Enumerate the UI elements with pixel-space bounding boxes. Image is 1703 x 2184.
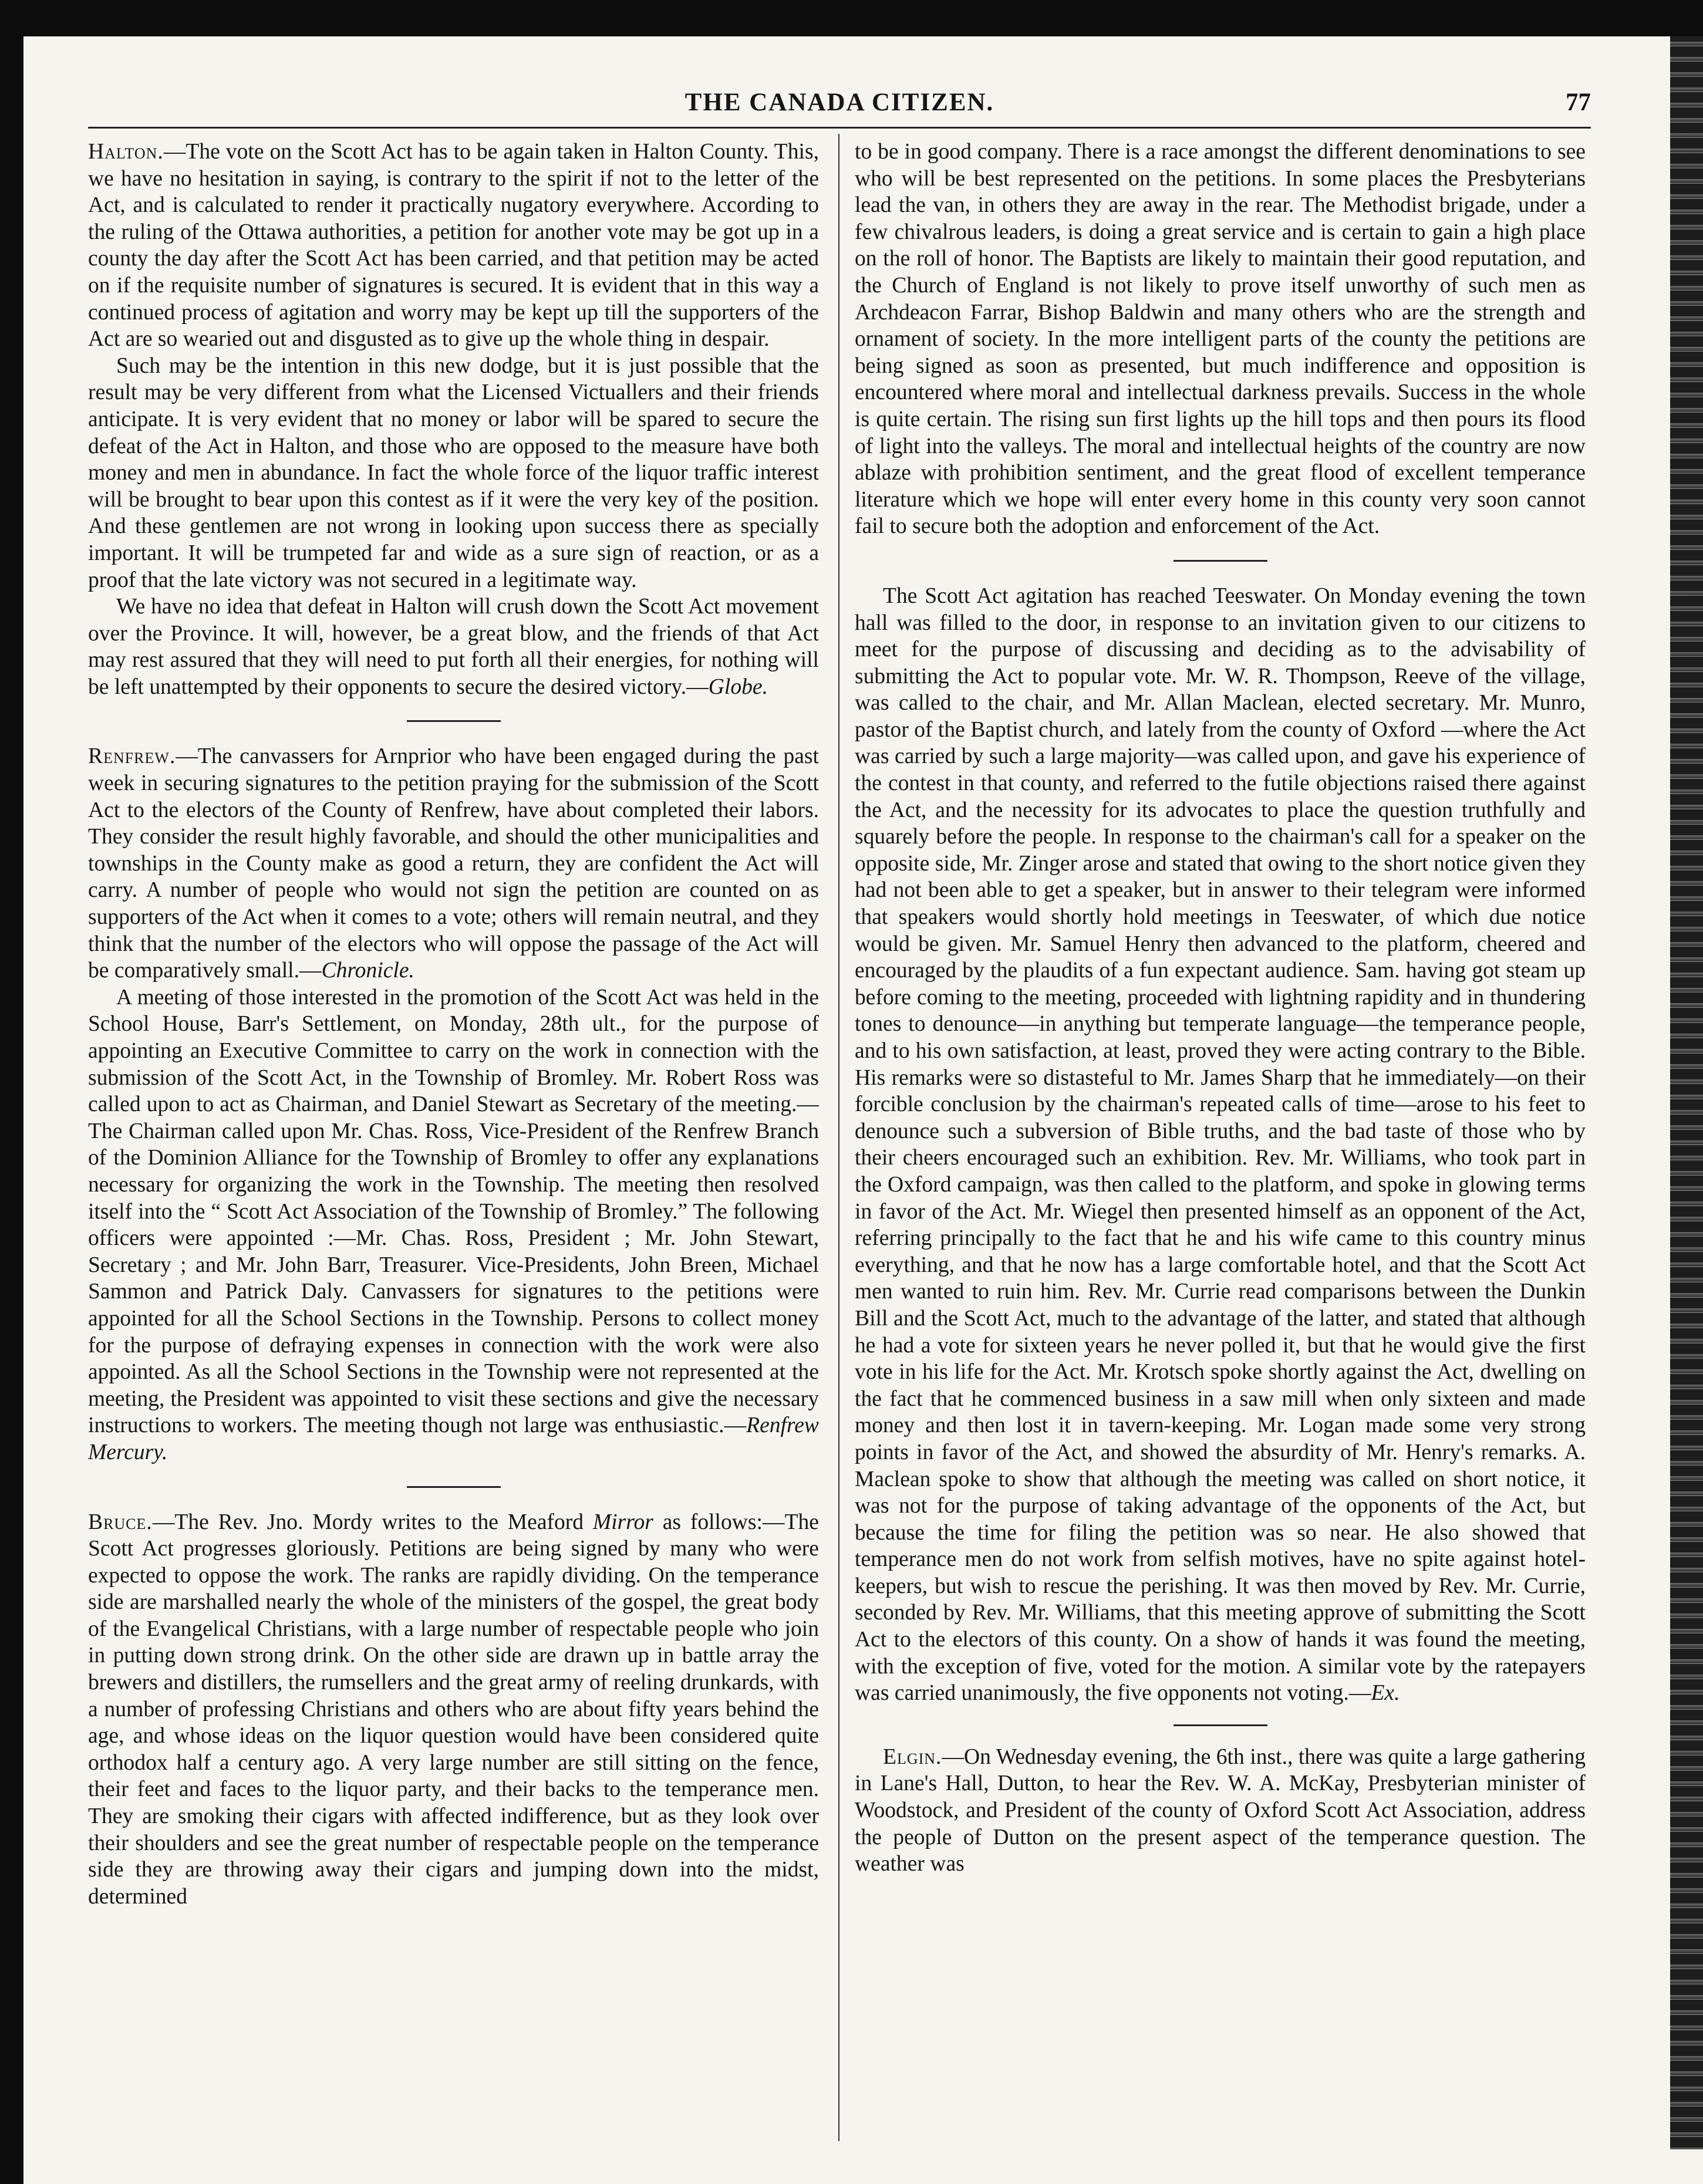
scan-left-border	[0, 0, 23, 2184]
column-divider	[838, 134, 839, 2141]
scan-right-edge	[1670, 36, 1703, 2149]
renfrew-paragraph-1	[88, 743, 819, 984]
section-separator	[1173, 560, 1267, 562]
halton-text-3: We have no idea that defeat in Halton will crush down the Scott Act movement over the Province. It will, however, be a great blow, and the friends of that Act may rest assured that they will need to put forth all their energies, for nothing will be left unattempted by their opponents to secure the desired victory.—	[88, 595, 819, 699]
page-number: 77	[1566, 89, 1591, 116]
bruce-mirror-title: Mirror	[592, 1510, 653, 1534]
section-separator	[407, 720, 501, 722]
halton-paragraph-2: Such may be the intention in this new dodge, but it is just possible that the result may be very different from what the Licensed Victuallers and their friends anticipate. It is very evident that no money or labor will be spared to secure the defeat of the Act in Halton, and those who are opposed to the measure have both money and men in abundance. In fact the whole force of the liquor traffic interest will be brought to bear upon this contest as if it were the very key of the position. And these gentlemen are not wrong in looking upon success there as specially important. It will be trumpeted far and wide as a sure sign of reaction, or as a proof that the late victory was not secured in a legitimate way.	[88, 353, 819, 592]
section-separator	[1173, 1724, 1267, 1726]
bruce-continuation: to be in good company. There is a race amongst the different denominations to see who will be best represented on the petitions. In some places the Presbyterians lead the van, in others they are away in the rear. The Methodist brigade, under a few chivalrous leaders, is doing a great service and is certain to gain a high place on the roll of honor. The Baptists are likely to maintain their good reputation, and the Church of England is not likely to prove itself unworthy of such men as Archdeacon Farrar, Bishop Baldwin and many others who are the strength and ornament of society. In the more intelligent parts of the county the petitions are being signed as soon as presented, but much indifference and opposition is encountered where moral and intellectual darkness prevails. Success in the whole is quite certain. The rising sun first lights up the hill tops and then pours its flood of light into the valleys. The moral and intellectual heights of the country are now ablaze with prohibition sentiment, and the great flood of excellent temperance literature which we hope will enter every home in this county very soon cannot fail to secure both the adoption and enforcement of the Act.	[855, 140, 1586, 539]
teeswater-source: Ex.	[1371, 1681, 1400, 1706]
teeswater-text: The Scott Act agitation has reached Teeswater. On Monday evening the town hall was filled to the door, in response to an invitation given to our citizens to meet for the purpose of discussing and deciding as to the advisability of submitting the Act to popular vote. Mr. W. R. Thompson, Reeve of the village, was called to the chair, and Mr. Allan Maclean, elected secretary. Mr. Munro, pastor of the Baptist church, and lately from the county of Oxford —where the Act was carried by such a large majority—was called upon, and gave his experience of the contest in that county, and referred to the futile objections raised there against the Act, and the necessity for its advocates to place the question truthfully and squarely before the people. In response to the chairman's call for a speaker on the opposite side, Mr. Zinger arose and stated that owing to the short notice given they had not been able to get a speaker, but in answer to their telegram were informed that speakers would shortly hold meetings in Teeswater, of which due notice would be given. Mr. Samuel Henry then advanced to the platform, cheered and encouraged by the plaudits of a fun expectant audience. Sam. having got steam up before coming to the meeting, proceeded with lightning rapidity and in thundering tones to denounce—in anything but temperate language—the temperance people, and to his own satisfaction, at least, proved they were acting contrary to the Bible. His remarks were so distasteful to Mr. James Sharp that he immediately—on their forcible conclusion by the chairman's repeated calls of time—arose to his feet to denounce such a subversion of Bible truths, and the bad taste of those who by their cheers encouraged such an exhibition. Rev. Mr. Williams, who took part in the Oxford campaign, was then called to the platform, and spoke in glowing terms in favor of the Act. Mr. Wiegel then presented himself as an opponent of the Act, referring principally to the fact that he and his wife came to this country minus everything, and that he now has a large comfortable hotel, and that the Scott Act men wanted to ruin him. Rev. Mr. Currie read comparisons between the Dunkin Bill and the Scott Act, much to the advantage of the latter, and stated that although he had a vote for sixteen years he never polled it, but that he would give the first vote in his life for the Act. Mr. Krotsch spoke shortly against the Act, dwelling on the fact that he commenced business in a saw mill when only sixteen and made money and then lost it in tavern-keeping. Mr. Logan made some very strong points in favor of the Act, and showed the absurdity of Mr. Henry's remarks. A. Maclean spoke to show that although the meeting was called on short notice, it was not for the purpose of taking advantage of the opponents of the Act, but because the time for filing the petition was so near. He also showed that temperance men do not work from selfish motives, have no spite against hotel-keepers, but wish to rescue the perishing. It was then moved by Rev. Mr. Currie, seconded by Rev. Mr. Williams, that this meeting approve of submitting the Scott Act to the electors of this county. On a show of hands it was found the meeting, with the exception of five, voted for the motion. A similar vote by the ratepayers was carried unanimously, the five opponents not voting.—	[855, 583, 1586, 1706]
bruce-paragraph-1	[88, 1509, 819, 1910]
renfrew-paragraph-2	[88, 984, 819, 1466]
running-head: THE CANADA CITIZEN.	[684, 89, 994, 116]
bruce-text-a: —The Rev. Jno. Mordy writes to the Meaford	[152, 1510, 593, 1534]
renfrew-text-2: A meeting of those interested in the promotion of the Scott Act was held in the School House, Barr's Settlement, on Monday, 28th ult., for the purpose of appointing an Executive Committee to carry on the work in connection with the submission of the Scott Act, in the Township of Bromley. Mr. Robert Ross was called upon to act as Chairman, and Daniel Stewart as Secretary of the meeting.—The Chairman called upon Mr. Chas. Ross, Vice-President of the Renfrew Branch of the Dominion Alliance for the Township of Bromley to offer any explanations necessary for organizing the work in the Township. The meeting then resolved itself into the “ Scott Act Association of the Township of Bromley.” The following officers were appointed :—Mr. Chas. Ross, President ; Mr. John Stewart, Secretary ; and Mr. John Barr, Treasurer. Vice-Presidents, John Breen, Michael Sammon and Patrick Daly. Canvassers for signatures to the petitions were appointed for all the School Sections in the Township. Persons to collect money for the purpose of defraying expenses in connection with the work were also appointed. As all the School Sections in the Township were not represented at the meeting, the President was appointed to visit these sections and give the necessary instructions to workers. The meeting though not large was enthusiastic.—	[88, 985, 819, 1438]
bruce-heading: Bruce.	[88, 1510, 153, 1534]
halton-paragraph-1	[88, 139, 819, 353]
left-column	[88, 139, 819, 2158]
renfrew-heading: Renfrew.	[88, 744, 176, 769]
elgin-text: —On Wednesday evening, the 6th inst., there was quite a large gathering in Lane's Hall, Dutton, to hear the Rev. W. A. McKay, Presbyterian minister of Woodstock, and President of the county of Oxford Scott Act Association, address the people of Dutton on the present aspect of the temperance question. The weather was	[855, 1744, 1586, 1876]
elgin-paragraph	[855, 1744, 1586, 1878]
scan-top-border	[0, 0, 1703, 36]
header-rule	[88, 127, 1591, 129]
section-separator	[407, 1486, 501, 1488]
bruce-text-b: as follows:—The Scott Act progresses gloriously. Petitions are being signed by many who were expected to oppose the work. The ranks are rapidly dividing. On the temperance side are marshalled nearly the whole of the ministers of the gospel, the great body of the Evangelical Christians, with a large number of respectable people who join in putting down strong drink. On the other side are drawn up in battle array the brewers and distillers, the rumsellers and the great army of reeling drunkards, with a number of professing Christians and others who are about fifty years behind the age, and whose ideas on the liquor question would have been considered quite orthodox half a century ago. A very large number are still sitting on the fence, their feet and faces to the liquor party, and their backs to the temperance men. They are smoking their cigars with affected indifference, but as they look over their shoulders and see the great number of respectable people on the temperance side they are throwing away their cigars and jumping down into the midst, determined	[88, 1510, 819, 1909]
renfrew-text-1: —The canvassers for Arnprior who have been engaged during the past week in securing signatures to the petition praying for the submission of the Scott Act to the electors of the County of Renfrew, have about completed their labors. They consider the result highly favorable, and should the other municipalities and townships in the County make as good a return, they are confident the Act will carry. A number of people who would not sign the petition are counted on as supporters of the Act when it comes to a vote; others will remain neutral, and they think that the number of the electors who will oppose the passage of the Act will be comparatively small.—	[88, 744, 819, 983]
halton-paragraph-3	[88, 593, 819, 700]
right-column	[855, 139, 1586, 2158]
renfrew-source-1: Chronicle.	[321, 958, 414, 983]
page-header	[88, 88, 1591, 126]
halton-heading: Halton.	[88, 140, 164, 164]
halton-text-1: —The vote on the Scott Act has to be again taken in Halton County. This, we have no hesitation in saying, is contrary to the spirit if not to the letter of the Act, and is calculated to render it practically nugatory everywhere. According to the ruling of the Ottawa authorities, a petition for another vote may be got up in a county the day after the Scott Act has been carried, and that petition may be acted on if the requisite number of signatures is secured. It is evident that in this way a continued process of agitation and worry may be kept up till the supporters of the Act are so wearied out and disgusted as to give up the whole thing in despair.	[88, 140, 819, 352]
teeswater-paragraph	[855, 583, 1586, 1707]
elgin-heading: Elgin.	[883, 1744, 942, 1769]
renfrew-source-2: Renfrew Mercury.	[88, 1413, 819, 1464]
halton-source: Globe.	[708, 674, 768, 699]
